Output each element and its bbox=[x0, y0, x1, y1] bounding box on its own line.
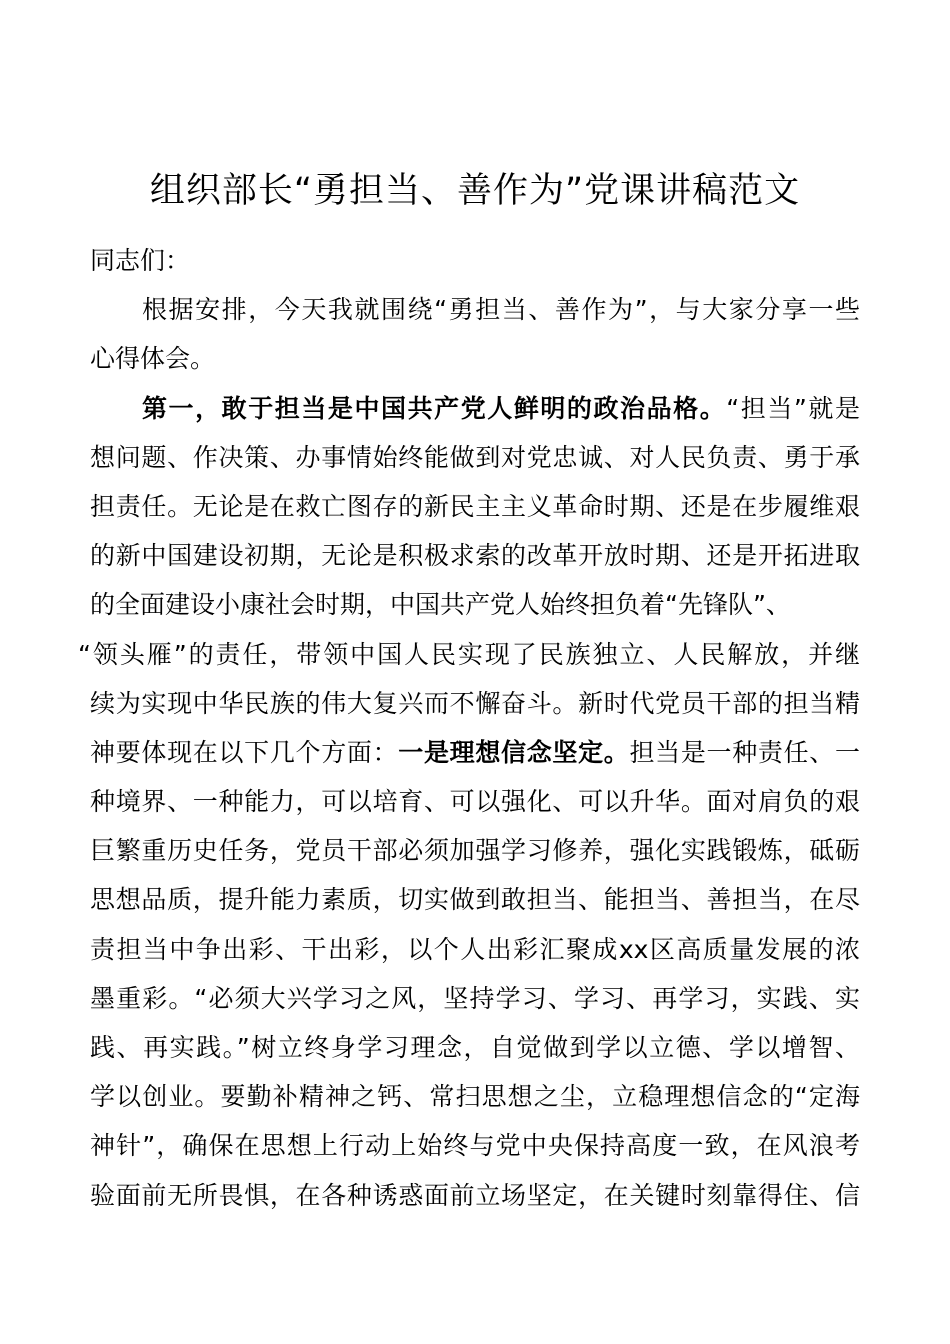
paragraph-2-line-3: 担责任。无论是在救亡图存的新民主主义革命时期、还是在步履维艰 bbox=[90, 491, 860, 521]
paragraph-2-line-5: 的全面建设小康社会时期，中国共产党人始终担负着“先锋队”、 bbox=[90, 590, 791, 620]
subheading-ideals: 一是理想信念坚定。 bbox=[398, 737, 630, 767]
paragraph-2-line-7: 续为实现中华民族的伟大复兴而不懈奋斗。新时代党员干部的担当精 bbox=[90, 688, 860, 718]
paragraph-2-line-4: 的新中国建设初期，无论是积极求索的改革开放时期、还是开拓进取 bbox=[90, 541, 860, 571]
section-heading-first: 第一，敢于担当是中国共产党人鲜明的政治品格。 bbox=[142, 393, 727, 423]
paragraph-2-line-15: 学以创业。要勤补精神之钙、常扫思想之尘，立稳理想信念的“定海 bbox=[90, 1082, 860, 1112]
paragraph-2-line-13: 墨重彩。“必须大兴学习之风，坚持学习、学习、再学习，实践、实 bbox=[90, 983, 860, 1013]
paragraph-1-line-1: 根据安排，今天我就围绕“勇担当、善作为”，与大家分享一些 bbox=[142, 295, 860, 325]
paragraph-2-line-12: 责担当中争出彩、干出彩，以个人出彩汇聚成xx区高质量发展的浓 bbox=[90, 934, 860, 964]
paragraph-2-line-9: 种境界、一种能力，可以培育、可以强化、可以升华。面对肩负的艰 bbox=[90, 787, 860, 817]
paragraph-2-line-14: 践、再实践。”树立终身学习理念，自觉做到学以立德、学以增智、 bbox=[90, 1033, 860, 1062]
paragraph-2-line-11: 思想品质，提升能力素质，切实做到敢担当、能担当、善担当，在尽 bbox=[90, 885, 860, 915]
paragraph-2-line-8 bbox=[90, 728, 860, 777]
salutation: 同志们： bbox=[90, 246, 191, 275]
paragraph-1-line-2: 心得体会。 bbox=[90, 344, 216, 374]
document-title: 组织部长“勇担当、善作为”党课讲稿范文 bbox=[149, 171, 801, 211]
paragraph-2-line-6: “领头雁”的责任，带领中国人民实现了民族独立、人民解放，并继 bbox=[78, 639, 860, 669]
paragraph-2-line-8-end: 担当是一种责任、一 bbox=[629, 737, 860, 767]
paragraph-2-line-1 bbox=[90, 384, 860, 433]
document-body bbox=[78, 236, 860, 1220]
paragraph-2-line-1-rest: “担当”就是 bbox=[726, 393, 860, 423]
paragraph-2-line-17: 验面前无所畏惧，在各种诱惑面前立场坚定，在关键时刻靠得住、信 bbox=[90, 1180, 860, 1210]
paragraph-2-line-10: 巨繁重历史任务，党员干部必须加强学习修养，强化实践锻炼，砥砺 bbox=[90, 836, 860, 866]
paragraph-2-line-16: 神针”，确保在思想上行动上始终与党中央保持高度一致，在风浪考 bbox=[90, 1131, 860, 1161]
paragraph-2-line-2: 想问题、作决策、办事情始终能做到对党忠诚、对人民负责、勇于承 bbox=[90, 442, 860, 472]
paragraph-2-line-8-start: 神要体现在以下几个方面： bbox=[90, 737, 399, 767]
